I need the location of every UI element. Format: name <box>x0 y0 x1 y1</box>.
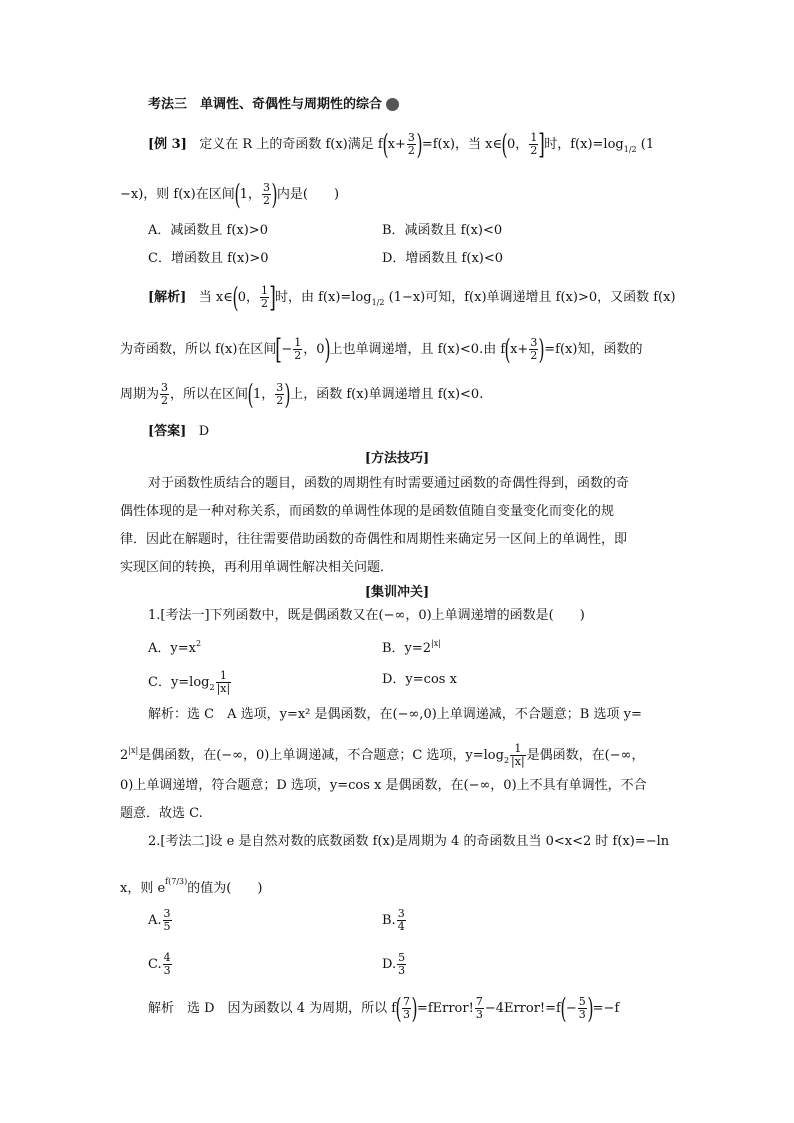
solution-text: −4Error!=f <box>484 1001 561 1016</box>
answer-line <box>148 422 209 442</box>
q1-option-b <box>382 634 441 659</box>
analysis-line-2 <box>120 332 643 366</box>
solution-text: =−f <box>592 1001 620 1016</box>
option-text: C．y=log <box>148 675 210 690</box>
example-text: x+ <box>387 137 406 152</box>
example-text: −x)，则 f(x)在区间 <box>120 187 235 202</box>
analysis-text: x+ <box>510 342 529 357</box>
superscript: |x| <box>128 746 139 755</box>
example-line-1 <box>148 127 655 161</box>
solution-text: − <box>565 1001 577 1016</box>
stem-text: 的值为( ) <box>187 881 263 896</box>
paren-left: ( <box>247 377 254 411</box>
bracket-right: ] <box>269 280 276 314</box>
paren-left: ( <box>382 127 389 161</box>
bracket-left: [ <box>275 332 283 366</box>
solution-text: 解析 选 D 因为函数以 4 为周期，所以 f <box>148 1001 397 1016</box>
fraction: $\frac{7}{3}$ <box>475 995 483 1021</box>
method-heading: [方法技巧] <box>364 451 430 466</box>
analysis-text: (1−x)可知，f(x)单调递增且 f(x)>0，又函数 f(x) <box>384 290 676 305</box>
paren-left: ( <box>501 127 508 161</box>
example-text: 时，f(x)=log <box>544 137 624 152</box>
analysis-text: 时，由 f(x)=log <box>274 290 372 305</box>
paren-right: ) <box>587 991 594 1025</box>
analysis-text: − <box>281 342 293 357</box>
paren-left: ( <box>560 991 567 1025</box>
example-text: =f(x)，当 x∈ <box>421 137 503 152</box>
option-text: A. <box>148 913 162 928</box>
example-text: (1 <box>636 137 655 152</box>
paren-left: ( <box>232 280 239 314</box>
log-base: 1/2 <box>623 145 637 154</box>
fraction: $\frac{1}{|x|}$ <box>511 742 525 768</box>
method-line-3: 律．因此在解题时，往往需要借助函数的奇偶性和周期性来确定另一区间上的单调性，即 <box>120 532 628 547</box>
fraction: $\frac{1}{2}$ <box>294 336 302 362</box>
q1-option-a <box>148 634 201 659</box>
q1-solution-line-2 <box>120 741 644 771</box>
fraction: $\frac{4}{3}$ <box>163 951 171 977</box>
solution-text: =fError! <box>416 1001 474 1016</box>
solution-text: 2 <box>120 748 129 763</box>
option-c: C．增函数且 f(x)>0 <box>148 251 269 266</box>
method-line-1: 对于函数性质结合的题目，函数的周期性有时需要通过函数的奇偶性得到，函数的奇 <box>148 476 630 491</box>
analysis-text: 0， <box>237 290 260 305</box>
option-text: D. <box>382 957 397 972</box>
analysis-line-3 <box>120 377 484 411</box>
fraction: $\frac{3}{2}$ <box>530 336 538 362</box>
q2-option-c <box>148 952 173 977</box>
example-text: 内是( ) <box>276 187 340 202</box>
answer-value: D <box>198 424 210 439</box>
fraction: $\frac{3}{2}$ <box>262 181 270 207</box>
option-text: C. <box>148 957 162 972</box>
q1-stem: 1.[考法一]下列函数中，既是偶函数又在(−∞，0)上单调递增的函数是( ) <box>148 608 585 623</box>
fraction: $\frac{5}{3}$ <box>578 995 586 1021</box>
stem-text: x，则 e <box>120 881 166 896</box>
analysis-text: 1， <box>252 387 275 402</box>
analysis-text: ，所以在区间 <box>170 387 249 402</box>
q1-solution-line-4: 题意．故选 C. <box>120 806 203 821</box>
paren-right: ) <box>416 127 423 161</box>
paren-left: ( <box>504 332 511 366</box>
solution-text: 是偶函数，在(−∞， <box>526 748 645 763</box>
q2-option-a <box>148 908 173 933</box>
fraction: $\frac{3}{5}$ <box>163 907 171 933</box>
analysis-text: 当 x∈ <box>198 290 233 305</box>
analysis-text: 上也单调递增，且 f(x)<0.由 f <box>329 342 506 357</box>
option-text: B. <box>382 913 396 928</box>
paren-left: ( <box>234 177 241 211</box>
paren-left: ( <box>395 991 402 1025</box>
example-line-2 <box>120 177 340 211</box>
superscript: 2 <box>195 639 202 648</box>
analysis-text: ，0 <box>303 342 325 357</box>
subscript: 2 <box>209 683 215 692</box>
paren-right: ) <box>271 177 278 211</box>
section-title: 考法三 单调性、奇偶性与周期性的综合 <box>148 95 399 115</box>
q2-stem-1: 2.[考法二]设 e 是自然对数的底数函数 f(x)是周期为 4 的奇函数且当 0<x<2 时 f(x)=−ln <box>148 834 670 849</box>
method-line-2: 偶性体现的是一种对称关系，而函数的单调性体现的是函数值随自变量变化而变化的规 <box>120 504 615 519</box>
option-text: B．y=2 <box>382 641 432 656</box>
answer-tag: [答案] <box>148 424 187 439</box>
superscript: |x| <box>431 639 441 648</box>
fraction: $\frac{1}{|x|}$ <box>216 669 231 695</box>
analysis-text: 上，函数 f(x)单调递增且 f(x)<0. <box>290 387 484 402</box>
q2-stem-2 <box>120 872 262 899</box>
option-b: B．减函数且 f(x)<0 <box>382 223 503 238</box>
fraction: $\frac{3}{2}$ <box>276 381 284 407</box>
fraction: $\frac{1}{2}$ <box>530 131 538 157</box>
q2-option-b <box>382 908 407 933</box>
example-text: 0， <box>507 137 529 152</box>
fraction: $\frac{5}{3}$ <box>398 951 406 977</box>
example-text: 1， <box>239 187 261 202</box>
fraction: $\frac{1}{2}$ <box>261 284 269 310</box>
fraction: $\frac{3}{2}$ <box>161 381 169 407</box>
bullet-dot-icon <box>386 98 399 111</box>
example-tag: [例 3] <box>148 137 187 152</box>
q2-solution-line-1 <box>148 991 620 1025</box>
analysis-text: 周期为 <box>120 387 160 402</box>
analysis-line-1 <box>148 280 676 314</box>
option-d: D．增函数且 f(x)<0 <box>382 251 504 266</box>
bracket-right: ] <box>538 127 546 161</box>
practice-heading: [集训冲关] <box>364 585 430 600</box>
fraction: $\frac{3}{4}$ <box>397 907 405 933</box>
paren-right: ) <box>324 332 331 366</box>
fraction: $\frac{3}{2}$ <box>407 131 415 157</box>
q1-option-d: D．y=cos x <box>382 672 457 687</box>
example-text: 定义在 R 上的奇函数 f(x)满足 f <box>199 137 383 152</box>
solution-text: 是偶函数，在(−∞，0)上单调递减，不合题意；C 选项，y=log <box>138 748 504 763</box>
analysis-tag: [解析] <box>148 290 187 305</box>
subscript: 2 <box>503 756 510 765</box>
superscript: f(7/3) <box>165 877 188 886</box>
log-base: 1/2 <box>371 298 385 307</box>
option-a: A．减函数且 f(x)>0 <box>148 223 268 238</box>
paren-right: ) <box>284 377 291 411</box>
analysis-text: =f(x)知，函数的 <box>544 342 643 357</box>
method-line-4: 实现区间的转换，再利用单调性解决相关问题． <box>120 560 394 575</box>
fraction: $\frac{7}{3}$ <box>402 995 410 1021</box>
paren-right: ) <box>538 332 545 366</box>
paren-right: ) <box>411 991 418 1025</box>
option-text: A．y=x <box>148 641 196 656</box>
q1-option-c <box>148 670 232 698</box>
q2-option-d <box>382 952 407 977</box>
analysis-text: 为奇函数，所以 f(x)在区间 <box>120 342 277 357</box>
q1-solution-line-3: 0)上单调递增，符合题意；D 选项，y=cos x 是偶函数，在(−∞，0)上不具有单调性，不合 <box>120 778 647 793</box>
q1-solution-line-1: 解析：选 C A 选项，y=x² 是偶函数，在(−∞,0)上单调递减，不合题意；B 选项 y= <box>148 707 642 722</box>
